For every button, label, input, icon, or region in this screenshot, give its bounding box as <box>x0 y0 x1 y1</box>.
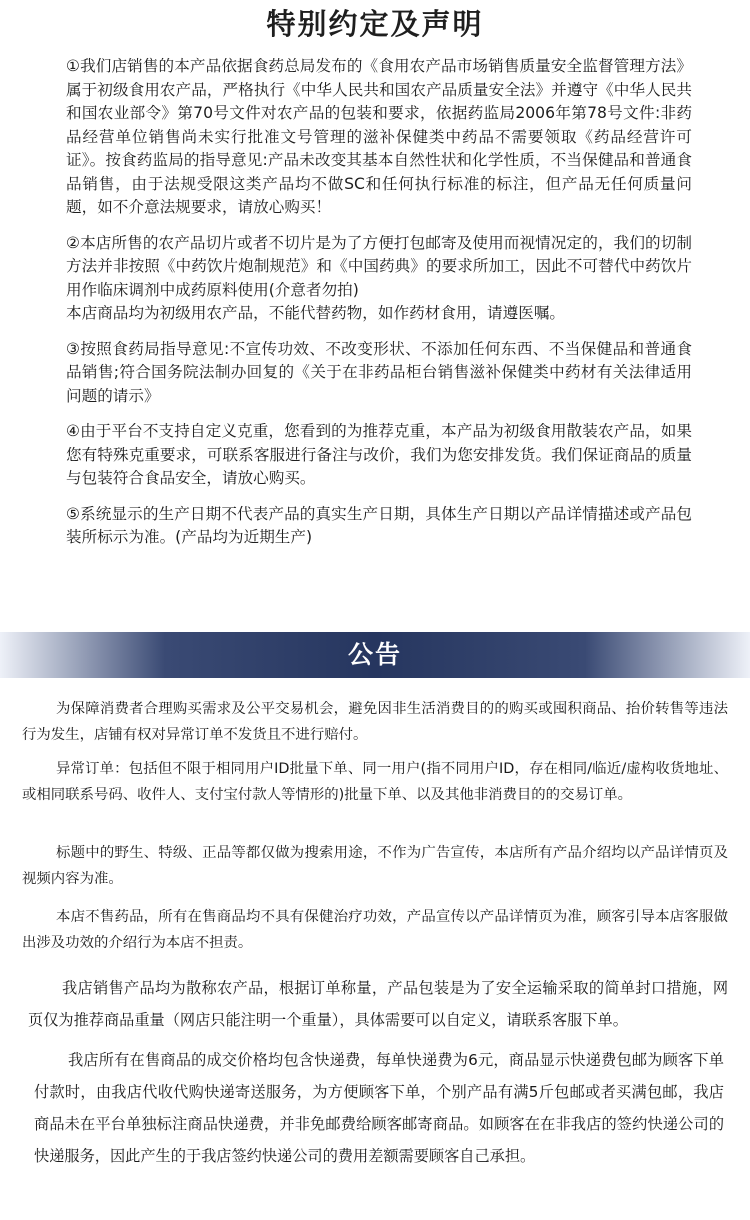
notice-banner <box>0 632 750 678</box>
notice-paragraph-4: 本店不售药品，所有在售商品均不具有保健治疗功效，产品宣传以产品详情页为准，顾客引导本店客服做出涉及功效的介绍行为本店不担责。 <box>22 909 728 951</box>
notice-paragraph-5: 我店销售产品均为散称农产品，根据订单称量，产品包装是为了安全运输采取的简单封口措施，网页仅为推荐商品重量（网店只能注明一个重量），具体需要可以自定义，请联系客服下单。 <box>28 979 728 1029</box>
statement-title: 特别约定及声明 <box>266 7 484 41</box>
notice-section <box>0 678 750 1220</box>
notice-title: 公告 <box>347 640 402 669</box>
notice-paragraph-2: 异常订单：包括但不限于相同用户ID批量下单、同一用户(指不同用户ID，存在相同/临近/虚构收货地址、或相同联系号码、收件人、支付宝付款人等情形的)批量下单、以及其他非消费目的的交易订单。 <box>22 761 728 803</box>
notice-paragraph-6: 我店所有在售商品的成交价格均包含快递费，每单快递费为6元，商品显示快递费包邮为顾客下单付款时，由我店代收代购快递寄送服务，为方便顾客下单，个别产品有满5斤包邮或者买满包邮，我店商品未在平台单独标注商品快递费，并非免邮费给顾客邮寄商品。如顾客在在非我店的签约快递公司的快递服务，因此产生的于我店签约快递公司的费用差额需要顾客自己承担。 <box>34 1051 724 1165</box>
statement-paragraph-3: ③按照食药局指导意见:不宣传功效、不改变形状、不添加任何东西、不当保健品和普通食品销售;符合国务院法制办回复的《关于在非药品柜台销售滋补保健类中药材有关法律适用问题的请示》 <box>66 339 692 405</box>
notice-paragraph-1: 为保障消费者合理购买需求及公平交易机会，避免因非生活消费目的的购买或囤积商品、抬价转售等违法行为发生，店铺有权对异常订单不发货且不进行赔付。 <box>22 701 728 743</box>
statement-body <box>66 55 692 562</box>
notice-paragraph-3: 标题中的野生、特级、正品等都仅做为搜索用途，不作为广告宣传，本店所有产品介绍均以产品详情页及视频内容为准。 <box>22 845 728 887</box>
statement-paragraph-5: ⑤系统显示的生产日期不代表产品的真实生产日期，具体生产日期以产品详情描述或产品包装所标示为准。(产品均为近期生产) <box>66 504 692 546</box>
statement-paragraph-2: ②本店所售的农产品切片或者不切片是为了方便打包邮寄及使用而视情况定的，我们的切制方法并非按照《中药饮片炮制规范》和《中国药典》的要求所加工，因此不可替代中药饮片用作临床调剂中成药原料使用(介意者勿拍) 本店商品均为初级用农产品，不能代替药物，如作药材食用，请遵医嘱。 <box>66 233 692 322</box>
statement-paragraph-4: ④由于平台不支持自定义克重，您看到的为推荐克重，本产品为初级食用散装农产品，如果您有特殊克重要求，可联系客服进行备注与改价，我们为您安排发货。我们保证商品的质量与包装符合食品安全，请放心购买。 <box>66 422 692 487</box>
statement-paragraph-1: ①我们店销售的本产品依据食药总局发布的《食用农产品市场销售质量安全监督管理方法》属于初级食用农产品，严格执行《中华人民共和国农产品质量安全法》并遵守《中华人民共和国农业部令》第70号文件对农产品的包装和要求，依据药监局2006年第78号文件:非药品经营单位销售尚未实行批准文号管理的滋补保健类中药品不需要领取《药品经营许可证》。按食药监局的指导意见:产品未改变其基本自然性状和化学性质，不当保健品和普通食品销售，由于法规受限这类产品均不做SC和任何执行标准的标注，但产品无任何质量问题，如不介意法规要求，请放心购买！ <box>66 57 692 216</box>
